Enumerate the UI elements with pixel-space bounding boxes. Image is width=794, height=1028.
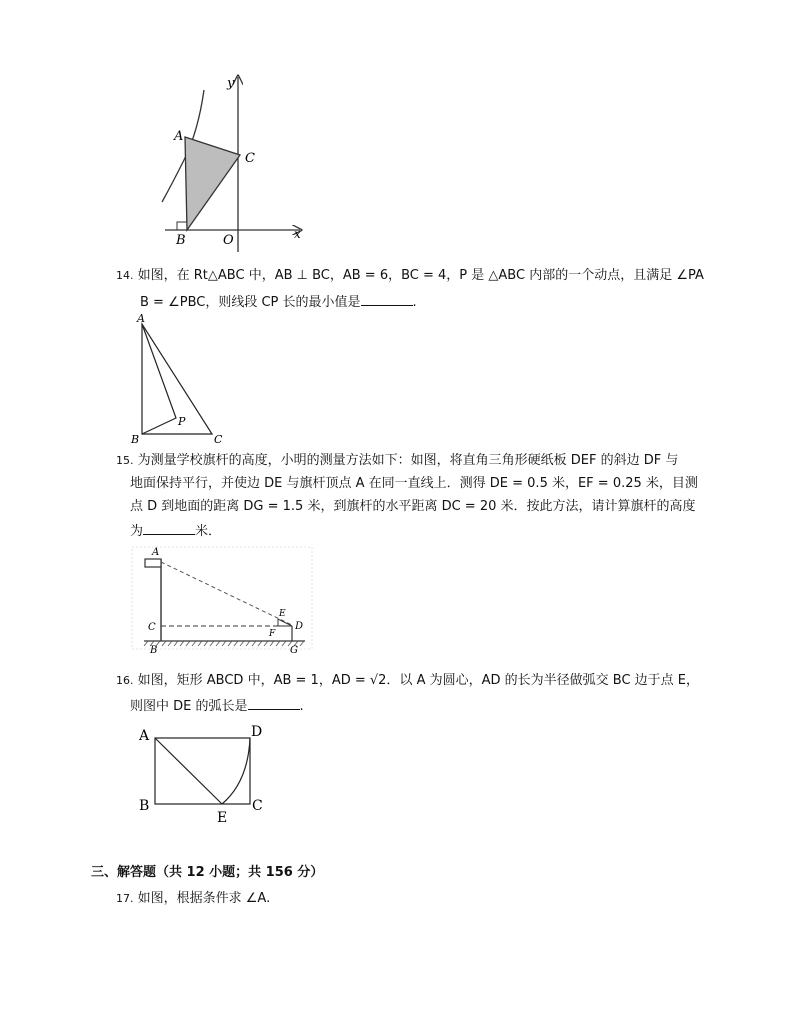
flag xyxy=(145,559,161,567)
q15-line2 xyxy=(130,476,698,492)
label-a: A xyxy=(174,129,184,144)
rectangle-abcd xyxy=(155,738,250,804)
q15-figure xyxy=(130,545,315,657)
label-c-14: C xyxy=(214,433,223,446)
q17-text: 如图，根据条件求 ∠A. xyxy=(137,891,271,906)
q16-line1 xyxy=(116,673,699,689)
q15-text-1: 为测量学校旗杆的高度，小明的测量方法如下：如图，将直角三角形硬纸板 DEF 的斜边 DF 与 xyxy=(137,453,679,468)
segment-ap-bp xyxy=(142,324,176,434)
q15-line4 xyxy=(130,522,221,540)
q14-line2 xyxy=(140,293,417,311)
arc-de xyxy=(222,738,250,804)
right-angle-mark xyxy=(177,222,187,230)
ground-hatch xyxy=(144,641,304,646)
label-a-14: A xyxy=(137,312,145,325)
q14-text-1: 如图，在 Rt△ABC 中，AB ⊥ BC，AB = 6，BC = 4，P 是 △ABC 内部的一个动点，且满足 ∠PA xyxy=(137,268,704,283)
q13-figure xyxy=(160,72,310,252)
label-x: x xyxy=(294,227,301,241)
q16-figure xyxy=(130,718,280,830)
sight-line xyxy=(161,562,292,625)
triangle-abc xyxy=(185,137,240,230)
label-d-16: D xyxy=(251,724,263,740)
q15-number: 15. xyxy=(116,454,134,467)
label-o: O xyxy=(223,233,234,248)
q15-line3 xyxy=(130,499,696,515)
q16-text-3: . xyxy=(299,699,304,714)
q14-figure xyxy=(128,312,238,447)
label-f-15: F xyxy=(269,629,276,639)
label-c: C xyxy=(245,151,255,166)
label-p-14: P xyxy=(178,415,186,428)
q15-text-2: 地面保持平行，并使边 DE 与旗杆顶点 A 在同一直线上．测得 DE = 0.5 米，EF = 0.25 米，目测 xyxy=(130,476,698,491)
q15-text-5: 米． xyxy=(195,524,222,539)
q16-answer-blank[interactable] xyxy=(248,697,300,710)
label-d-15: D xyxy=(295,621,304,632)
q15-answer-blank[interactable] xyxy=(143,522,195,535)
q16-line2 xyxy=(130,697,304,715)
triangle-abc-14 xyxy=(142,324,212,434)
label-y: y xyxy=(227,76,235,91)
q17-line xyxy=(116,891,270,907)
q15-text-3: 点 D 到地面的距离 DG = 1.5 米，到旗杆的水平距离 DC = 20 米．按此方法，请计算旗杆的高度 xyxy=(130,499,696,514)
q16-text-1: 如图，矩形 ABCD 中，AB = 1，AD = √2．以 A 为圆心，AD 的长为半径做弧交 BC 边于点 E， xyxy=(137,673,700,688)
label-e-16: E xyxy=(217,810,228,826)
q14-number: 14. xyxy=(116,269,134,282)
q15-line1 xyxy=(116,453,678,469)
segment-ae xyxy=(155,738,222,804)
label-b: B xyxy=(176,233,186,248)
q16-text-2: 则图中 DE 的弧长是 xyxy=(130,699,248,714)
label-c-16: C xyxy=(252,798,263,814)
label-a-16: A xyxy=(139,728,150,744)
label-b-15: B xyxy=(150,645,158,656)
label-g-15: G xyxy=(290,645,298,656)
q14-answer-blank[interactable] xyxy=(361,293,413,306)
q14-text-2: B = ∠PBC，则线段 CP 长的最小值是 xyxy=(140,295,361,310)
q16-number: 16. xyxy=(116,674,134,687)
q14-line1 xyxy=(116,268,704,284)
triangle-def xyxy=(278,619,292,626)
q17-number: 17. xyxy=(116,892,134,905)
label-b-16: B xyxy=(139,798,150,814)
label-e-15: E xyxy=(279,609,286,619)
q14-text-3: . xyxy=(412,295,417,310)
label-a-15: A xyxy=(152,547,160,558)
q15-text-4: 为 xyxy=(130,524,144,539)
section3-title: 三、解答题（共 12 小题；共 156 分） xyxy=(91,865,324,880)
label-c-15: C xyxy=(148,622,156,633)
label-b-14: B xyxy=(131,433,140,446)
